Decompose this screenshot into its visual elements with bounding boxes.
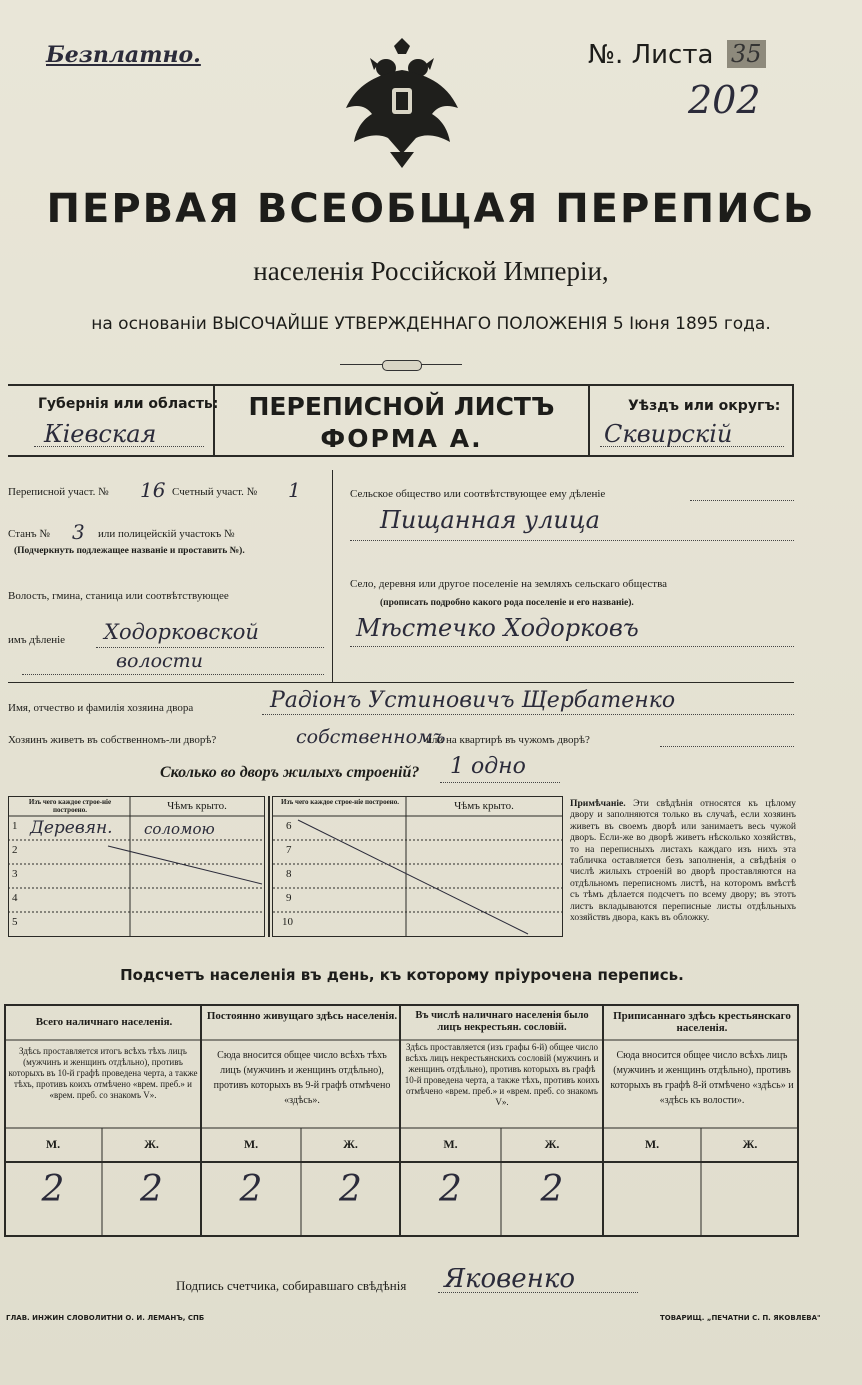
owner-value: Радіонъ Устиновичъ Щербатенко bbox=[270, 688, 676, 713]
lives-label-2: или на квартирѣ въ чужомъ дворѣ? bbox=[426, 734, 590, 746]
table-col-material: Изъ чего каждое строе-ніе построено. bbox=[28, 798, 112, 814]
volost-label: Волость, гмина, станица или соотвѣтствующее bbox=[8, 590, 229, 602]
pop-col3-head: Въ числѣ наличнаго населенія было лицъ некрестьян. сословій. bbox=[415, 1010, 589, 1033]
table-row-num: 10 bbox=[282, 916, 293, 928]
sheet-number-label: №. Листа bbox=[588, 40, 714, 70]
pop-col2-desc: Сюда вносится общее число всѣхъ тѣхъ лицъ (мужчинъ и женщинъ отдѣльно), противъ которыхъ въ 9-й графѣ отмѣчено «здѣсь». bbox=[213, 1050, 391, 1106]
lives-value: собственномъ bbox=[296, 726, 446, 748]
police-label: или полицейскій участокъ № bbox=[98, 528, 235, 540]
table-col-material-right: Изъ чего каждое строе-ніе построено. bbox=[281, 798, 399, 806]
buildings-value: 1 одно bbox=[450, 754, 526, 779]
table-row-num: 8 bbox=[286, 868, 292, 880]
note-text: Эти свѣдѣнія относятся къ цѣлому двору и заполняются только въ случаѣ, если хозяинъ живетъ въ своемъ дворѣ или занимаетъ весь чужой дворъ. Если-же во дворѣ живетъ нѣсколько хозяйствъ, то на переписныхъ листахъ каждаго изъ нихъ эта табличка оставляется безъ заполненія, а свѣдѣнія о числѣ жилыхъ строеній во дворѣ проставляются на отдѣльномъ переписномъ листѣ, на которомъ вмѣстѣ съ тѣмъ дѣлается подсчетъ по всему двору; въ этотъ листъ вкладываются переписные листы отдѣльныхъ хозяйствъ двора, какъ въ обложку. bbox=[570, 798, 796, 924]
table-col-roof-right: Чѣмъ крыто. bbox=[454, 800, 514, 812]
handwritten-number: 202 bbox=[688, 78, 761, 122]
sheet-number-value: 35 bbox=[727, 40, 766, 68]
table-row-num: 2 bbox=[12, 844, 18, 856]
sheet-title: ПЕРЕПИСНОЙ ЛИСТЪ bbox=[248, 392, 555, 421]
title-basis: на основаніи ВЫСОЧАЙШЕ УТВЕРЖДЕННАГО ПОЛОЖЕНІЯ 5 Іюня 1895 года. bbox=[91, 314, 771, 334]
table-row-num: 1 bbox=[12, 820, 18, 832]
population-title: Подсчетъ населенія въ день, къ которому пріурочена перепись. bbox=[120, 966, 684, 984]
note-lead: Примѣчаніе. bbox=[570, 798, 626, 809]
count-section-value: 1 bbox=[288, 478, 301, 502]
m-label: М. bbox=[443, 1137, 458, 1151]
volost-value-2: волости bbox=[116, 650, 203, 672]
village-label: Село, деревня или другое поселеніе на земляхъ сельскаго общества bbox=[350, 578, 668, 590]
m-label: М. bbox=[45, 1137, 61, 1151]
table-row-num: 6 bbox=[286, 820, 292, 832]
table-row-num: 5 bbox=[12, 916, 18, 928]
pop-col4-head: Приписаннаго здѣсь крестьянскаго населенія. bbox=[613, 1010, 791, 1034]
ornament-divider bbox=[340, 360, 462, 370]
buildings-table bbox=[8, 796, 564, 940]
society-label: Сельское общество или соотвѣтствующее ему дѣленіе bbox=[350, 488, 606, 500]
title-main: ПЕРВАЯ ВСЕОБЩАЯ ПЕРЕПИСЬ bbox=[46, 186, 816, 232]
pop-col1-head: Всего наличнаго населенія. bbox=[35, 1016, 173, 1028]
guberniya-value: Кіевская bbox=[44, 420, 157, 448]
pop-value: 2 bbox=[339, 1169, 362, 1210]
stan-label: Станъ № bbox=[8, 528, 50, 540]
pop-value: 2 bbox=[41, 1169, 65, 1210]
owner-label: Имя, отчество и фамилія хозяина двора bbox=[8, 702, 194, 714]
pop-col1-desc: Здѣсь проставляется итогъ всѣхъ тѣхъ лицъ (мужчинъ и женщинъ отдѣльно), противъ которыхъ въ 10-й графѣ проведена черта, а также тѣхъ, противъ коихъ отмѣчено «врем. преб.» и «врем. преб. со знакомъ V». bbox=[8, 1046, 198, 1100]
printer-left: ГЛАВ. ИНЖИН СЛОВОЛИТНИ О. И. ЛЕМАНЪ, СПБ bbox=[6, 1314, 205, 1322]
free-label: Безплатно. bbox=[46, 42, 201, 68]
zh-label: Ж. bbox=[742, 1137, 758, 1151]
volost-label-2: имъ дѣленіе bbox=[8, 634, 66, 646]
uezd-label: Уѣздъ или округъ: bbox=[628, 398, 781, 414]
uezd-value: Сквирскій bbox=[604, 420, 733, 448]
census-section-label: Переписной участ. № bbox=[8, 486, 109, 498]
pop-col3-desc: Здѣсь проставляется (изъ графы 6-й) общее число всѣхъ лицъ некрестьянскихъ сословій (мужчинъ и женщинъ отдѣльно), противъ которыхъ въ графѣ 10-й проведена черта, а также тѣхъ, противъ коихъ отмѣчено «врем. преб.» и «врем. преб. со знакомъ V». bbox=[404, 1042, 600, 1107]
row1-roof: соломою bbox=[144, 820, 215, 838]
printer-right: ТОВАРИЩ. „ПЕЧАТНИ С. П. ЯКОВЛЕВА" bbox=[660, 1314, 821, 1322]
signature-value: Яковенко bbox=[444, 1264, 576, 1294]
count-section-label: Счетный участ. № bbox=[172, 486, 258, 498]
table-row-num: 3 bbox=[12, 868, 18, 880]
pop-value: 2 bbox=[540, 1169, 564, 1210]
pop-value: 2 bbox=[239, 1169, 263, 1210]
signature-label: Подпись счетчика, собиравшаго свѣдѣнія bbox=[176, 1278, 407, 1293]
title-sub: населенія Россійской Имперіи, bbox=[253, 256, 609, 286]
lives-label: Хозяинъ живетъ въ собственномъ-ли дворѣ? bbox=[8, 734, 217, 746]
pop-value: 2 bbox=[439, 1169, 462, 1210]
volost-value: Ходорковской bbox=[104, 620, 259, 644]
zh-label: Ж. bbox=[544, 1137, 560, 1151]
police-note: (Подчеркнуть подлежащее названіе и проставить №). bbox=[14, 546, 245, 556]
form-label: ФОРМА А. bbox=[320, 424, 483, 453]
guberniya-label: Губернія или область: bbox=[38, 396, 219, 412]
zh-label: Ж. bbox=[144, 1137, 159, 1151]
census-section-value: 16 bbox=[140, 478, 166, 502]
pop-col2-head: Постоянно живущаго здѣсь населенія. bbox=[206, 1010, 398, 1022]
m-label: М. bbox=[243, 1137, 259, 1151]
m-label: М. bbox=[644, 1137, 660, 1151]
table-row-num: 4 bbox=[12, 892, 18, 904]
stan-value: 3 bbox=[72, 520, 85, 544]
table-col-roof: Чѣмъ крыто. bbox=[167, 800, 227, 812]
society-value: Пищанная улица bbox=[380, 506, 600, 534]
buildings-label: Сколько во дворъ жилыхъ строеній? bbox=[160, 764, 420, 781]
table-row-num: 9 bbox=[286, 892, 292, 904]
note-block bbox=[570, 798, 796, 923]
population-table bbox=[4, 1004, 800, 1238]
pop-value: 2 bbox=[140, 1169, 163, 1210]
table-row-num: 7 bbox=[286, 844, 292, 856]
zh-label: Ж. bbox=[343, 1137, 358, 1151]
imperial-eagle-emblem bbox=[340, 34, 464, 170]
row1-material: Деревян. bbox=[30, 818, 113, 838]
village-note: (прописать подробно какого рода поселеніе и его названіе). bbox=[380, 598, 634, 608]
village-value: Мѣстечко Ходорковъ bbox=[356, 614, 639, 642]
pop-col4-desc: Сюда вносится общее число всѣхъ лицъ (мужчинъ и женщинъ отдѣльно), противъ которыхъ въ графѣ 8-й отмѣчено «здѣсь» и «здѣсь къ волости». bbox=[610, 1050, 794, 1106]
